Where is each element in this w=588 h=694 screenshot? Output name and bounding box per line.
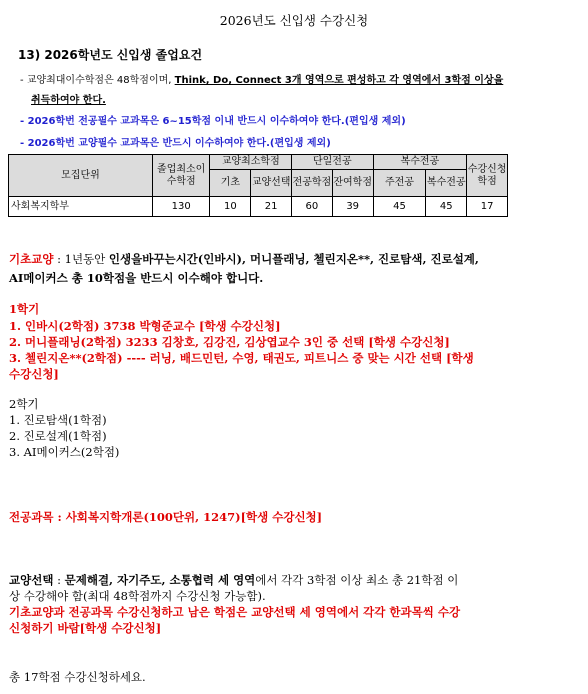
document-title: 2026년도 신입생 수강신청 — [219, 13, 369, 28]
liberal-elective-line-2: 상 수강해야 함(최대 48학점까지 수강신청 가능함). — [9, 589, 266, 603]
cell-double-major: 45 — [426, 197, 467, 217]
header-min-credits: 졸업최소이수학점 — [152, 155, 210, 197]
requirements-table — [8, 154, 508, 217]
header-unit: 모집단위 — [9, 155, 153, 197]
semester2-title: 2학기 — [9, 397, 39, 411]
bullet-liberal-max: - 교양최대이수학점은 48학점이며, Think, Do, Connect 3개 영역으로 편성하고 각 영역에서 3학점 이상을 — [20, 75, 504, 86]
section-title: 13) 2026학년도 신입생 졸업요건 — [18, 48, 203, 62]
liberal-elective-note-1: 기초교양과 전공과목 수강신청하고 남은 학점은 교양선택 세 영역에서 각각 한과목씩 수강 — [9, 605, 461, 619]
header-double-major-sub: 복수전공 — [426, 170, 467, 197]
cell-unit: 사회복지학부 — [9, 197, 153, 217]
major-course-line: 전공과목 : 사회복지학개론(100단위, 1247)[학생 수강신청] — [9, 510, 323, 524]
bullet-liberal-required: - 2026학번 교양필수 교과목은 반드시 이수하여야 한다.(편입생 제외) — [20, 138, 331, 149]
semester2-item-3: 3. AI메이커스(2학점) — [9, 445, 120, 459]
cell-main-major: 45 — [373, 197, 426, 217]
basic-liberal-label: 기초교양 — [9, 252, 54, 266]
semester2-item-2: 2. 진로설계(1학점) — [9, 429, 107, 443]
semester1-item-1: 1. 인바시(2학점) 3738 박형준교수 [학생 수강신청] — [9, 319, 281, 333]
header-major-credits: 전공학점 — [292, 170, 333, 197]
semester1-item-3: 3. 첼린지온**(2학점) ---- 러닝, 배드민턴, 수영, 태권도, 피트니스 중 맞는 시간 선택 [학생 — [9, 351, 474, 365]
graduation-requirements-image — [10, 40, 580, 226]
liberal-elective-line-1: 교양선택 : 문제해결, 자기주도, 소통협력 세 영역에서 각각 3학점 이상 최소 총 21학점 이 — [9, 573, 459, 587]
liberal-elective-note-2: 신청하기 바람[학생 수강신청] — [9, 621, 162, 635]
cell-min-credits: 130 — [152, 197, 210, 217]
header-remaining: 잔여학점 — [332, 170, 373, 197]
bullet-major-required: - 2026학번 전공필수 교과목은 6~15학점 이내 반드시 이수하여야 한다.(편입생 제외) — [20, 116, 406, 127]
semester2-item-1: 1. 진로탐색(1학점) — [9, 413, 107, 427]
header-single-major: 단일전공 — [292, 155, 374, 170]
cell-remaining: 39 — [332, 197, 373, 217]
total-credits-line: 총 17학점 수강신청하세요. — [9, 670, 146, 684]
semester1-title: 1학기 — [9, 302, 40, 316]
table-row — [9, 197, 508, 217]
semester1-item-2: 2. 머니플래닝(2학점) 3233 김창호, 김강진, 김상엽교수 3인 중 선택 [학생 수강신청] — [9, 335, 450, 349]
cell-basic: 10 — [210, 197, 251, 217]
major-course-label: 전공과목 — [9, 510, 54, 524]
basic-liberal-line-2: AI메이커스 총 10학점을 반드시 이수해야 합니다. — [9, 271, 264, 285]
header-liberal-elective: 교양선택 — [251, 170, 292, 197]
semester1-item-3-cont: 수강신청] — [9, 367, 59, 381]
bullet-liberal-max-cont: 취득하여야 한다. — [31, 95, 106, 106]
basic-liberal-line-1: 기초교양 : 1년동안 인생을바꾸는시간(인바시), 머니플래닝, 첼린지온**, 진로탐색, 진로설계, — [9, 252, 479, 266]
cell-liberal-elective: 21 — [251, 197, 292, 217]
header-max-credits: 수강신청학점 — [467, 155, 508, 197]
header-basic-liberal: 교양최소학점 — [210, 155, 292, 170]
header-main-major: 주전공 — [373, 170, 426, 197]
bullet-liberal-max-emph: Think, Do, Connect 3개 영역으로 편성하고 각 영역에서 3학점 이상을 — [174, 75, 504, 86]
cell-max-credits: 17 — [467, 197, 508, 217]
liberal-elective-label: 교양선택 — [9, 573, 54, 587]
header-double-major: 복수전공 — [373, 155, 467, 170]
header-basic: 기초 — [210, 170, 251, 197]
cell-major-credits: 60 — [292, 197, 333, 217]
